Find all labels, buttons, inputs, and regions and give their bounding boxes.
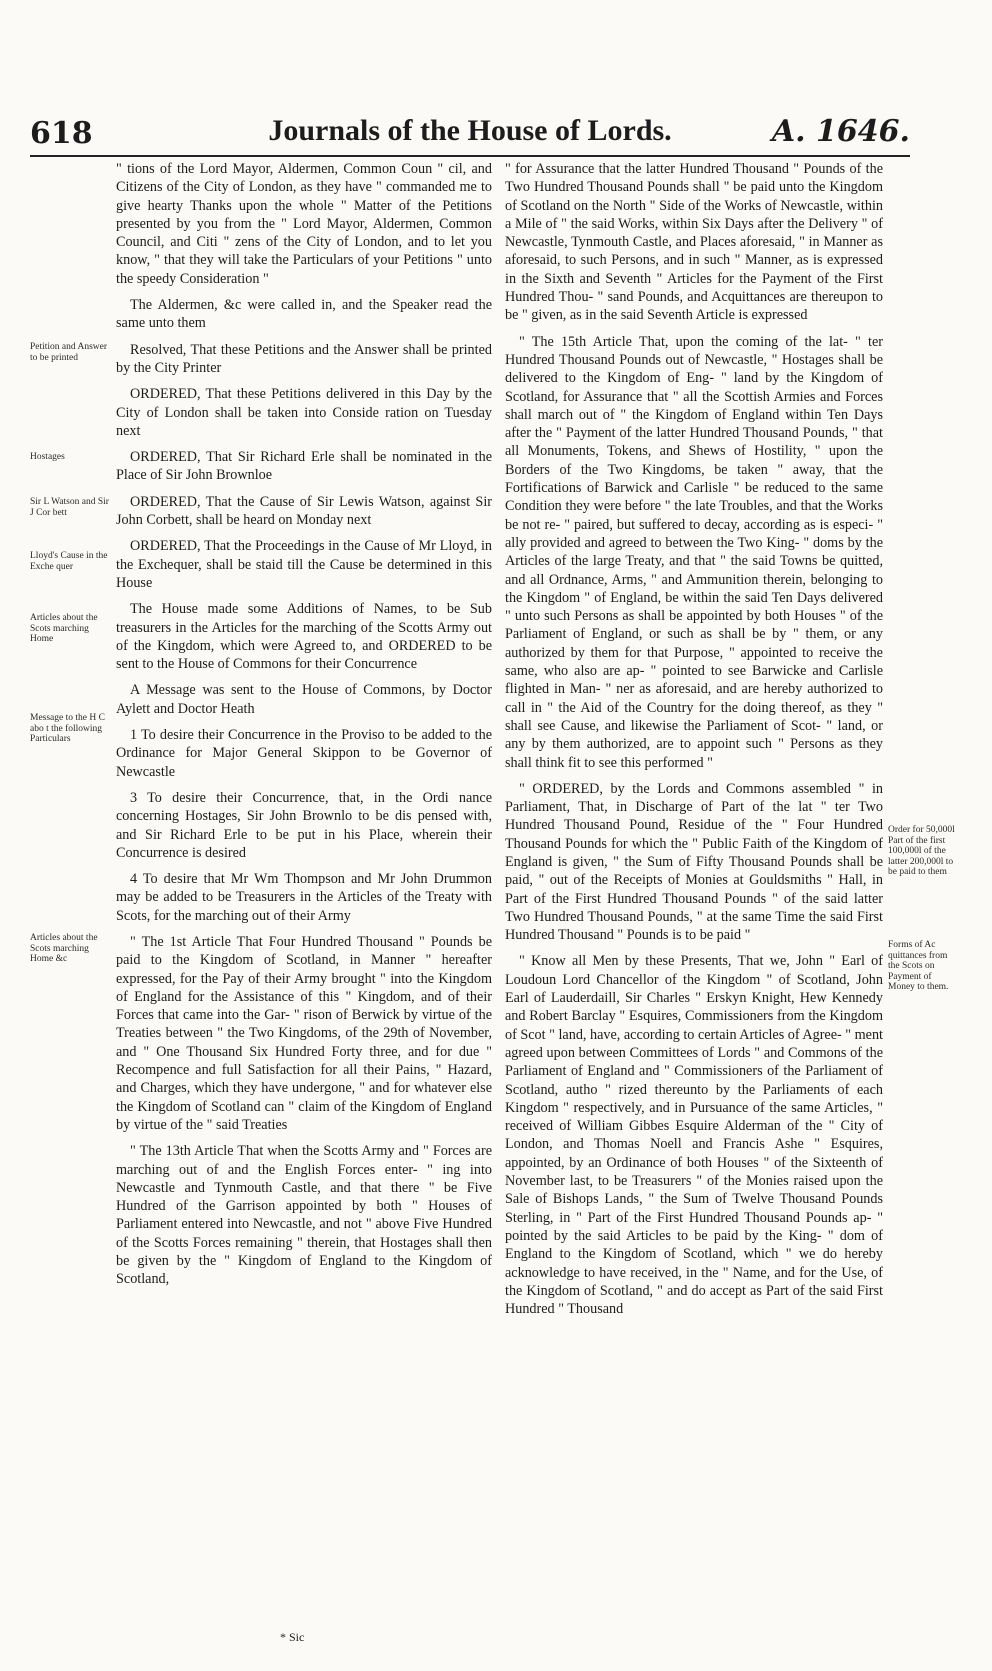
paragraph: The Aldermen, &c were called in, and the Speaker read the same unto them bbox=[116, 297, 492, 332]
margin-note-order-money: Order for 50,000l Part of the first 100,000l of the latter 200,000l to be paid to them bbox=[888, 825, 955, 877]
margin-note-message: Message to the H C abo t the following Particulars bbox=[30, 713, 105, 744]
header-rule bbox=[30, 155, 910, 157]
margin-note-watson: Sir L Watson and Sir J Cor bett bbox=[30, 497, 109, 518]
paragraph: 4 To desire that Mr Wm Thompson and Mr John Drummon may be added to be Treasurers in the Articles of the Treaty with Scots, for the marching out of their Army bbox=[116, 871, 492, 924]
paragraph: ORDERED, That Sir Richard Erle shall be nominated in the Place of Sir John Brownloe bbox=[116, 449, 492, 484]
paragraph: " The 13th Article That when the Scotts Army and " Forces are marching out of and the English Forces enter- " ing into Newcastle and Tynmouth Castle, and that there " be Five Hundred of the Garrison appointed by both " Houses of Parliament entered into Newcastle, and not " above Five Hundred of the Scotts Forces remaining " therein, that Hostages shall then be given by the " Kingdom of England to the Kingdom of Scotland, bbox=[116, 1143, 492, 1288]
page-header bbox=[30, 110, 910, 160]
page-number: 618 bbox=[30, 116, 93, 151]
year-label: A. 1646. bbox=[771, 114, 910, 149]
margin-note-lloyd: Lloyd's Cause in the Exche quer bbox=[30, 551, 108, 572]
left-column bbox=[116, 160, 492, 1297]
paragraph: " The 1st Article That Four Hundred Thousand " Pounds be paid to the Kingdom of Scotland, in Manner " hereafter expressed, for the Pay of their Army brought " into the Kingdom of England for the Assistance of this " Kingdom, and of their Forces that came into the Gar- " rison of Berwick by virtue of the Treaties between " the Two Kingdoms, of the 29th of November, and " One Thousand Six Hundred Forty three, and for due " Recompence and full Satisfaction for all their Pains, " Hazard, and Charges, which they have undergone, " and for whatever else the Kingdom of Scotland can " claim of the Kingdom of England by virtue of the " said Treaties bbox=[116, 933, 492, 1133]
footer-note: * Sic bbox=[280, 1630, 305, 1644]
paragraph: 3 To desire their Concurrence, that, in the Ordi nance concerning Hostages, Sir John Brownlo to be dis pensed with, and Sir Richard Erle to be put in his Place, wherein their Concurrence is desired bbox=[116, 789, 492, 861]
margin-note-articles-marching: Articles about the Scots marching Home bbox=[30, 613, 98, 644]
paragraph: A Message was sent to the House of Commons, by Doctor Aylett and Doctor Heath bbox=[116, 682, 492, 717]
paragraph: The House made some Additions of Names, to be Sub treasurers in the Articles for the marching of the Scotts Army out of the Kingdom, which were Agreed to, and ORDERED to be sent to the House of Commons for their Concurrence bbox=[116, 601, 492, 673]
paragraph: ORDERED, That these Petitions delivered in this Day by the City of London shall be taken into Conside ration on Tuesday next bbox=[116, 386, 492, 439]
paragraph: " for Assurance that the latter Hundred Thousand " Pounds of the Two Hundred Thousand Pounds shall " be paid unto the Kingdom of Scotland on the North " Side of the Works of Newcastle, within a Mile of " the said Works, within Six Days after the Delivery " of Newcastle, Tynmouth Castle, and Places aforesaid, " in Manner as aforesaid, to such Persons, and in such " Manner, as is expressed in the Sixth and Seventh " Articles for the Payment of the First Hundred Thou- " sand Pounds, and Acquittances are thereupon to be " given, as in the said Seventh Article is expressed bbox=[505, 161, 883, 324]
paragraph: ORDERED, That the Proceedings in the Cause of Mr Lloyd, in the Exchequer, shall be staid till the Cause be determined in this House bbox=[116, 538, 492, 591]
paragraph: ORDERED, That the Cause of Sir Lewis Watson, against Sir John Corbett, shall be heard on Monday next bbox=[116, 493, 492, 529]
margin-note-petition: Petition and Answer to be printed bbox=[30, 342, 108, 363]
paragraph: " The 15th Article That, upon the coming of the lat- " ter Hundred Thousand Pounds out of Newcastle, " Hostages shall be delivered to the Kingdom of Eng- " land by the Kingdom of Scotland, for Assurance that " all the Scottish Armies and Forces shall march out of " the Kingdom of England within Ten Days after the " Payment of the latter Hundred Thousand Pounds, " that all Monuments, Tokens, and Shews of Hostility, " upon the Borders of the Two Kingdoms, be taken " away, that the Fortifications of Barwick and Carlisle " be reduced to the same Condition they were before " the late Troubles, and that the Works be not re- " paired, but suffered to decay, according as is especi- " ally provided and agreed to between the Two King- " doms by the Articles of the large Treaty, and that " the said Towns be quitted, and all Ordnance, Arms, " and Ammunition therein, belonging to the Kingdom " of England, be within the said Ten Days delivered " unto such Persons as shall be appointed by both Houses " of the Parliament of England, or such as shall be by " them, or any authorized by them for that Purpose, " appointed to receive the same, who also are ap- " pointed to see Barwicke and Carlisle flighted in Man- " ner as aforesaid, and are hereby authorized to call in " the Aid of the Country for the doing thereof, as they " shall see Cause, and likewise the Parliament of Scot- " land, or any by them authorized, are to appoint such " Persons as they shall think fit to see this performed " bbox=[505, 333, 883, 771]
running-title: Journals of the House of Lords. bbox=[268, 114, 672, 147]
paragraph: 1 To desire their Concurrence in the Proviso to be added to the Ordinance for Major General Skippon to be Governor of Newcastle bbox=[116, 727, 492, 780]
paragraph: " tions of the Lord Mayor, Aldermen, Common Coun " cil, and Citizens of the City of London, as they have " commanded me to give hearty Thanks upon the whole " Matter of the Petitions presented by you from the " Lord Mayor, Aldermen, Common Council, and Citi " zens of the City of London, and to let you know, " that they will take the Particulars of your Petitions " unto the speedy Consideration " bbox=[116, 161, 492, 287]
margin-note-hostages: Hostages bbox=[30, 452, 65, 462]
margin-note-acquittances: Forms of Ac quittances from the Scots on Payment of Money to them. bbox=[888, 940, 949, 992]
margin-note-articles-home: Articles about the Scots marching Home &c bbox=[30, 933, 98, 964]
right-column bbox=[505, 160, 883, 1326]
paragraph: " Know all Men by these Presents, That we, John " Earl of Loudoun Lord Chancellor of the Kingdom " of Scotland, John Earl of Lauderdaill, Sir Charles " Erskyn Knight, Hew Kennedy and Robert Barclay " Esquires, Commissioners from the Kingdom of Scot " land, have, according to certain Articles of Agree- " ment agreed upon between Committees of Lords " and Commons of the Parliament of England and " Commissioners of the Parliament of Scotland, autho " rized thereunto by the Parliaments of each Kingdom " respectively, and in Pursuance of the same Articles, " received of William Gibbes Esquire Alderman of the " City of London, and Thomas Noell and Francis Ashe " Esquires, appointed, by an Ordinance of both Houses " of the Sixteenth of November last, to be Treasurers " of the Monies raised upon the Sale of Bishops Lands, " the Sum of Twelve Thousand Pounds Sterling, in " Part of the First Hundred Thousand Pounds ap- " pointed by the said Articles to be paid by the King- " dom of England to the Kingdom of Scotland, which " we do hereby acknowledge to have received, in the " Name, and for the Use, of the Kingdom of Scotland, " and do accept as Part of the said First Hundred " Thousand bbox=[505, 953, 883, 1318]
paragraph: " ORDERED, by the Lords and Commons assembled " in Parliament, That, in Discharge of Part of the lat " ter Two Hundred Thousand Pound, Residue of the " Four Hundred Thousand Pounds for which the " Public Faith of the Kingdom of England is given, " the Sum of Fifty Thousand Pounds shall be paid, " out of the Receipts of Monies at Gouldsmiths " Hall, in Part of the First Hundred Thousand Pounds " of the said latter Two Hundred Thousand Pounds, " at the same Time the said First Hundred Thousand " Pounds is to be paid " bbox=[505, 780, 883, 944]
paragraph: Resolved, That these Petitions and the Answer shall be printed by the City Printer bbox=[116, 341, 492, 376]
